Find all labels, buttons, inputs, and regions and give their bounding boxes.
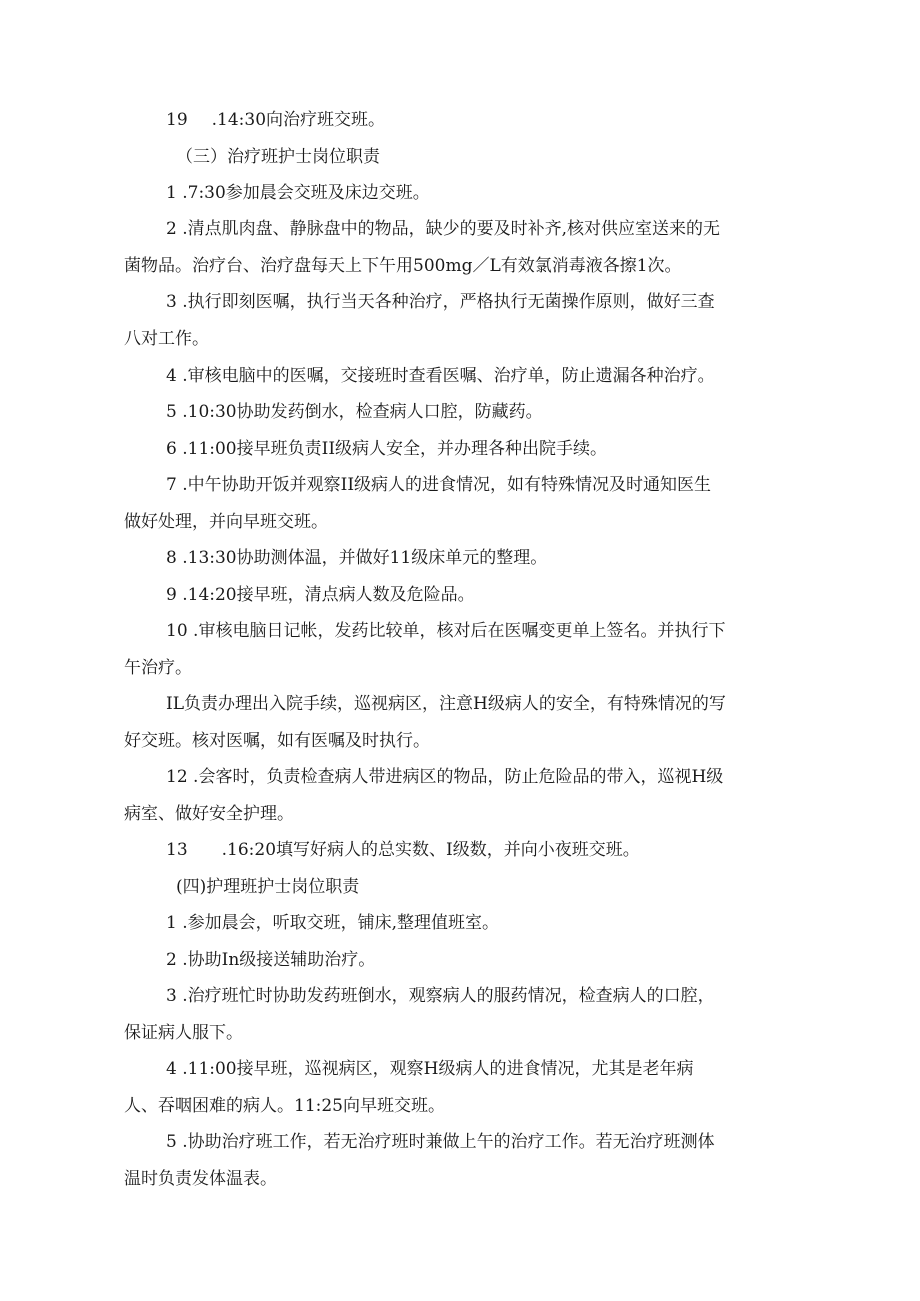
text-line: 9 .14:20接早班，清点病人数及危险品。 [166,585,475,605]
item-text: .14:30向治疗班交班。 [211,110,386,130]
text-line: 12 .会客时，负责检查病人带进病区的物品，防止危险品的带入，巡视H级 [166,767,724,787]
text-line: 保证病人服下。 [124,1023,243,1043]
text-line: 3 .执行即刻医嘱，执行当天各种治疗，严格执行无菌操作原则，做好三查 [166,292,715,312]
text-line: 午治疗。 [124,658,192,678]
text-line: 5 .协助治疗班工作，若无治疗班时兼做上午的治疗工作。若无治疗班测体 [166,1132,715,1152]
text-line: 5 .10:30协助发药倒水，检查病人口腔，防藏药。 [166,402,543,422]
text-line: 6 .11:00接早班负责II级病人安全，并办理各种出院手续。 [166,439,608,459]
text-line: 八对工作。 [124,329,209,349]
text-line: 4 .11:00接早班，巡视病区，观察H级病人的进食情况，尤其是老年病 [166,1059,694,1079]
text-line: 3 .治疗班忙时协助发药班倒水，观察病人的服药情况，检查病人的口腔， [166,986,715,1006]
text-line: IL负责办理出入院手续，巡视病区，注意H级病人的安全，有特殊情况的写 [166,694,726,714]
text-line: 4 .审核电脑中的医嘱，交接班时查看医嘱、治疗单，防止遗漏各种治疗。 [166,366,715,386]
text-line: 8 .13:30协助测体温，并做好11级床单元的整理。 [166,548,548,568]
text-line: 菌物品。治疗台、治疗盘每天上下午用500mg／L有效氯消毒液各擦1次。 [124,256,682,276]
text-line: 1 .参加晨会，听取交班，铺床,整理值班室。 [166,913,500,933]
text-line: 病室、做好安全护理。 [124,804,294,824]
item-text: .16:20填写好病人的总实数、I级数，并向小夜班交班。 [221,840,640,860]
text-line: 2 .清点肌肉盘、静脉盘中的物品，缺少的要及时补齐,核对供应室送来的无 [166,219,721,239]
text-line: 7 .中午协助开饭并观察II级病人的进食情况，如有特殊情况及时通知医生 [166,475,712,495]
item-number: 19 [166,110,188,130]
text-line-13 [166,838,640,862]
text-line: 做好处理，并向早班交班。 [124,512,328,532]
text-line: 温时负责发体温表。 [124,1169,277,1189]
section-heading-treatment-nurse: （三）治疗班护士岗位职责 [176,147,380,167]
text-line-19 [166,108,385,132]
section-heading-care-nurse: (四)护理班护士岗位职责 [176,877,360,897]
text-line: 1 .7:30参加晨会交班及床边交班。 [166,183,430,203]
item-number: 13 [166,840,188,860]
text-line: 2 .协助In级接送辅助治疗。 [166,950,376,970]
text-line: 人、吞咽困难的病人。11:25向早班交班。 [124,1096,445,1116]
text-line: 10 .审核电脑日记帐，发药比较单，核对后在医嘱变更单上签名。并执行下 [166,621,726,641]
text-line: 好交班。核对医嘱，如有医嘱及时执行。 [124,731,430,751]
